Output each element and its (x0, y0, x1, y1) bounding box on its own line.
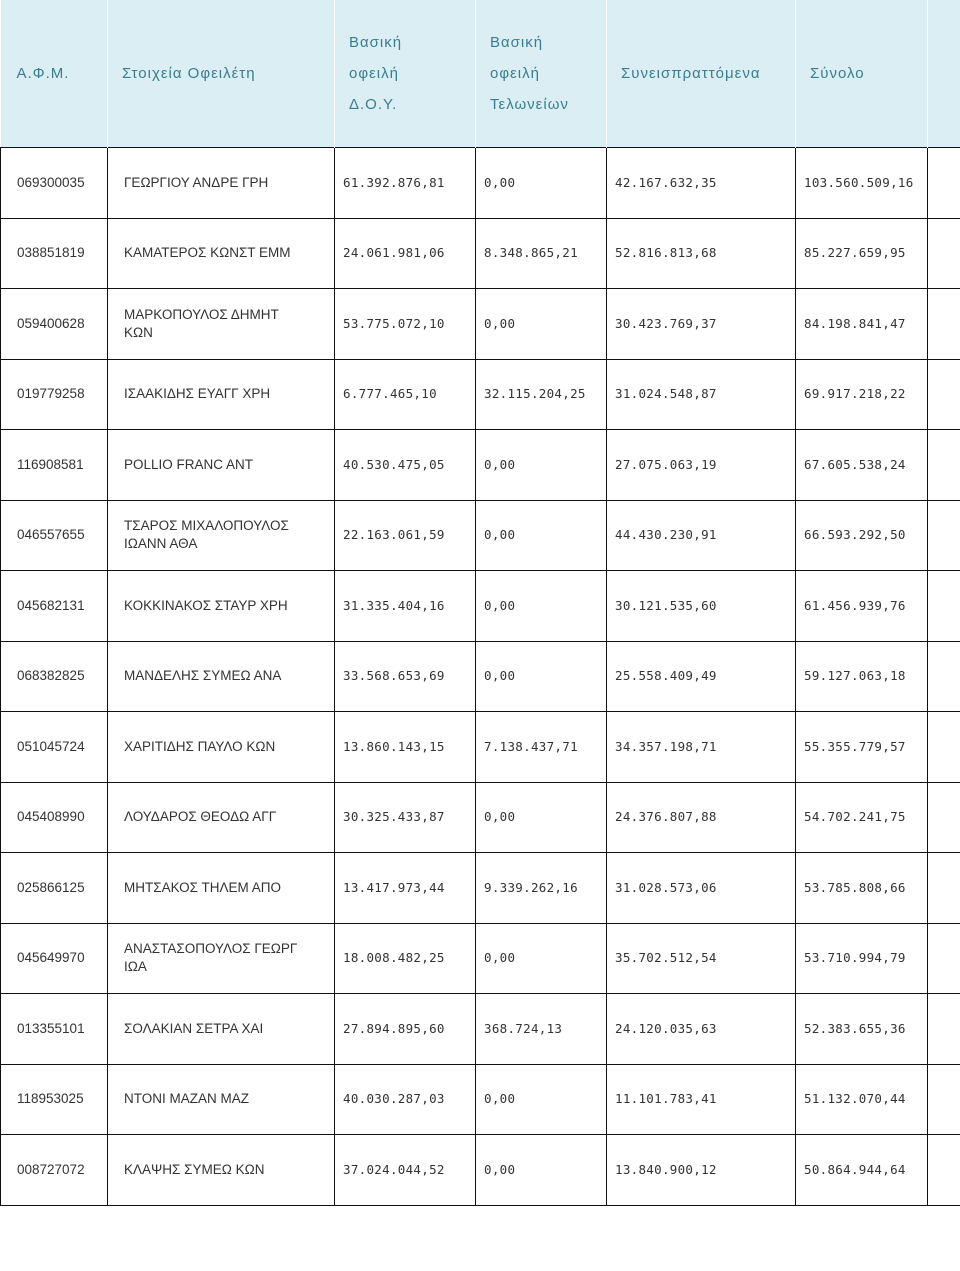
cell-collected: 35.702.512,54 (607, 923, 796, 994)
cell-blank (928, 923, 960, 994)
cell-customs-debt: 9.339.262,16 (476, 853, 607, 924)
cell-total: 67.605.538,24 (796, 430, 928, 501)
cell-total: 53.710.994,79 (796, 923, 928, 994)
cell-doy-debt: 24.061.981,06 (335, 218, 476, 289)
cell-doy-debt: 40.030.287,03 (335, 1064, 476, 1135)
cell-total: 51.132.070,44 (796, 1064, 928, 1135)
cell-debtor-name (108, 641, 335, 712)
table-row (1, 359, 960, 430)
debtor-name-line: ΜΑΡΚΟΠΟΥΛΟΣ ΔΗΜΗΤ (124, 306, 279, 322)
debtor-name-line: ΓΕΩΡΓΙΟΥ ΑΝΔΡΕ ΓΡΗ (124, 174, 269, 190)
cell-collected: 30.121.535,60 (607, 571, 796, 642)
debtor-name-line: ΜΑΝΔΕΛΗΣ ΣΥΜΕΩ ΑΝΑ (124, 668, 282, 684)
cell-customs-debt: 0,00 (476, 782, 607, 853)
cell-blank (928, 994, 960, 1065)
cell-blank (928, 430, 960, 501)
cell-afm: 045649970 (1, 923, 108, 994)
cell-total: 84.198.841,47 (796, 289, 928, 360)
cell-afm: 008727072 (1, 1135, 108, 1206)
cell-debtor-name (108, 923, 335, 994)
cell-customs-debt: 8.348.865,21 (476, 218, 607, 289)
cell-blank (928, 218, 960, 289)
cell-collected: 30.423.769,37 (607, 289, 796, 360)
header-customs-line: οφειλή (490, 65, 540, 82)
cell-blank (928, 571, 960, 642)
cell-debtor-name (108, 994, 335, 1065)
debtor-name-line: ΙΩΑΝΝ ΑΘΑ (124, 536, 198, 552)
table-row (1, 430, 960, 501)
cell-collected: 31.024.548,87 (607, 359, 796, 430)
cell-total: 61.456.939,76 (796, 571, 928, 642)
table-row (1, 1135, 960, 1206)
cell-blank (928, 359, 960, 430)
cell-afm: 059400628 (1, 289, 108, 360)
cell-customs-debt: 0,00 (476, 148, 607, 219)
cell-blank (928, 1064, 960, 1135)
cell-debtor-name (108, 218, 335, 289)
cell-doy-debt: 27.894.895,60 (335, 994, 476, 1065)
table-row (1, 641, 960, 712)
header-total: Σύνολο (796, 0, 928, 148)
debtor-name-line: ΣΟΛΑΚΙΑΝ ΣΕΤΡΑ ΧΑΙ (124, 1020, 264, 1036)
cell-afm: 025866125 (1, 853, 108, 924)
cell-total: 66.593.292,50 (796, 500, 928, 571)
debtor-name-line: ΝΤΟΝΙ ΜΑΖΑΝ ΜΑΖ (124, 1091, 250, 1107)
debtor-name-line: ΑΝΑΣΤΑΣΟΠΟΥΛΟΣ ΓΕΩΡΓ (124, 941, 298, 957)
cell-collected: 13.840.900,12 (607, 1135, 796, 1206)
table-row (1, 853, 960, 924)
cell-customs-debt: 0,00 (476, 1064, 607, 1135)
cell-total: 85.227.659,95 (796, 218, 928, 289)
cell-afm: 045682131 (1, 571, 108, 642)
cell-blank (928, 500, 960, 571)
cell-debtor-name (108, 1064, 335, 1135)
cell-customs-debt: 0,00 (476, 1135, 607, 1206)
cell-customs-debt: 368.724,13 (476, 994, 607, 1065)
cell-debtor-name (108, 500, 335, 571)
table-row (1, 994, 960, 1065)
debtor-name-line: ΚΛΑΨΗΣ ΣΥΜΕΩ ΚΩΝ (124, 1161, 265, 1177)
debtor-name-line: ΚΑΜΑΤΕΡΟΣ ΚΩΝΣΤ ΕΜΜ (124, 245, 291, 261)
header-row (1, 0, 960, 148)
cell-collected: 27.075.063,19 (607, 430, 796, 501)
cell-doy-debt: 31.335.404,16 (335, 571, 476, 642)
header-doy-line: οφειλή (349, 65, 399, 82)
table-row (1, 500, 960, 571)
cell-doy-debt: 53.775.072,10 (335, 289, 476, 360)
cell-debtor-name (108, 289, 335, 360)
cell-total: 55.355.779,57 (796, 712, 928, 783)
table-row (1, 712, 960, 783)
cell-doy-debt: 6.777.465,10 (335, 359, 476, 430)
cell-afm: 118953025 (1, 1064, 108, 1135)
cell-collected: 24.376.807,88 (607, 782, 796, 853)
header-customs-line: Τελωνείων (490, 96, 569, 113)
cell-doy-debt: 30.325.433,87 (335, 782, 476, 853)
table-row (1, 923, 960, 994)
cell-collected: 42.167.632,35 (607, 148, 796, 219)
cell-customs-debt: 0,00 (476, 923, 607, 994)
cell-collected: 34.357.198,71 (607, 712, 796, 783)
cell-collected: 25.558.409,49 (607, 641, 796, 712)
header-doy-line: Δ.Ο.Υ. (349, 96, 398, 113)
table-row (1, 289, 960, 360)
header-customs-line: Βασική (490, 34, 544, 51)
cell-afm: 051045724 (1, 712, 108, 783)
cell-debtor-name (108, 853, 335, 924)
debtor-name-line: ΚΟΚΚΙΝΑΚΟΣ ΣΤΑΥΡ ΧΡΗ (124, 597, 288, 613)
header-collected: Συνεισπραττόμενα (607, 0, 796, 148)
cell-blank (928, 641, 960, 712)
cell-afm: 046557655 (1, 500, 108, 571)
cell-collected: 24.120.035,63 (607, 994, 796, 1065)
cell-total: 59.127.063,18 (796, 641, 928, 712)
cell-customs-debt: 32.115.204,25 (476, 359, 607, 430)
cell-afm: 019779258 (1, 359, 108, 430)
debtor-name-line: ΙΩΑ (124, 959, 147, 975)
cell-total: 54.702.241,75 (796, 782, 928, 853)
cell-debtor-name (108, 712, 335, 783)
cell-customs-debt: 0,00 (476, 430, 607, 501)
cell-blank (928, 853, 960, 924)
cell-debtor-name (108, 359, 335, 430)
cell-debtor-name (108, 782, 335, 853)
cell-total: 69.917.218,22 (796, 359, 928, 430)
cell-blank (928, 712, 960, 783)
cell-customs-debt: 0,00 (476, 289, 607, 360)
debtor-name-line: ΚΩΝ (124, 324, 153, 340)
table-row (1, 218, 960, 289)
cell-customs-debt: 0,00 (476, 571, 607, 642)
cell-afm: 038851819 (1, 218, 108, 289)
table-row (1, 1064, 960, 1135)
header-afm: Α.Φ.Μ. (1, 0, 108, 148)
cell-blank (928, 782, 960, 853)
cell-afm: 068382825 (1, 641, 108, 712)
header-debtor: Στοιχεία Οφειλέτη (108, 0, 335, 148)
debtor-name-line: POLLIO FRANC ANT (124, 456, 254, 472)
cell-doy-debt: 18.008.482,25 (335, 923, 476, 994)
cell-doy-debt: 33.568.653,69 (335, 641, 476, 712)
cell-doy-debt: 13.417.973,44 (335, 853, 476, 924)
header-customs (476, 0, 607, 148)
cell-afm: 069300035 (1, 148, 108, 219)
debtor-name-line: ΙΣΑΑΚΙΔΗΣ ΕΥΑΓΓ ΧΡΗ (124, 386, 271, 402)
cell-afm: 045408990 (1, 782, 108, 853)
cell-afm: 013355101 (1, 994, 108, 1065)
header-spacer (928, 0, 960, 148)
cell-customs-debt: 0,00 (476, 641, 607, 712)
cell-total: 50.864.944,64 (796, 1135, 928, 1206)
table-row (1, 148, 960, 219)
table-row (1, 571, 960, 642)
cell-doy-debt: 22.163.061,59 (335, 500, 476, 571)
cell-collected: 52.816.813,68 (607, 218, 796, 289)
cell-total: 53.785.808,66 (796, 853, 928, 924)
cell-debtor-name (108, 148, 335, 219)
debtor-name-line: ΧΑΡΙΤΙΔΗΣ ΠΑΥΛΟ ΚΩΝ (124, 738, 276, 754)
table-row (1, 782, 960, 853)
cell-blank (928, 289, 960, 360)
cell-debtor-name (108, 1135, 335, 1206)
cell-total: 52.383.655,36 (796, 994, 928, 1065)
cell-doy-debt: 37.024.044,52 (335, 1135, 476, 1206)
cell-collected: 11.101.783,41 (607, 1064, 796, 1135)
cell-doy-debt: 40.530.475,05 (335, 430, 476, 501)
cell-debtor-name (108, 571, 335, 642)
cell-debtor-name (108, 430, 335, 501)
debtor-name-line: ΜΗΤΣΑΚΟΣ ΤΗΛΕΜ ΑΠΟ (124, 879, 282, 895)
cell-blank (928, 1135, 960, 1206)
debtor-name-line: ΛΟΥΔΑΡΟΣ ΘΕΟΔΩ ΑΓΓ (124, 809, 277, 825)
cell-afm: 116908581 (1, 430, 108, 501)
cell-blank (928, 148, 960, 219)
cell-doy-debt: 13.860.143,15 (335, 712, 476, 783)
header-doy (335, 0, 476, 148)
cell-total: 103.560.509,16 (796, 148, 928, 219)
cell-customs-debt: 0,00 (476, 500, 607, 571)
cell-collected: 44.430.230,91 (607, 500, 796, 571)
cell-doy-debt: 61.392.876,81 (335, 148, 476, 219)
cell-customs-debt: 7.138.437,71 (476, 712, 607, 783)
debtor-name-line: ΤΣΑΡΟΣ ΜΙΧΑΛΟΠΟΥΛΟΣ (124, 518, 289, 534)
cell-collected: 31.028.573,06 (607, 853, 796, 924)
header-doy-line: Βασική (349, 34, 403, 51)
